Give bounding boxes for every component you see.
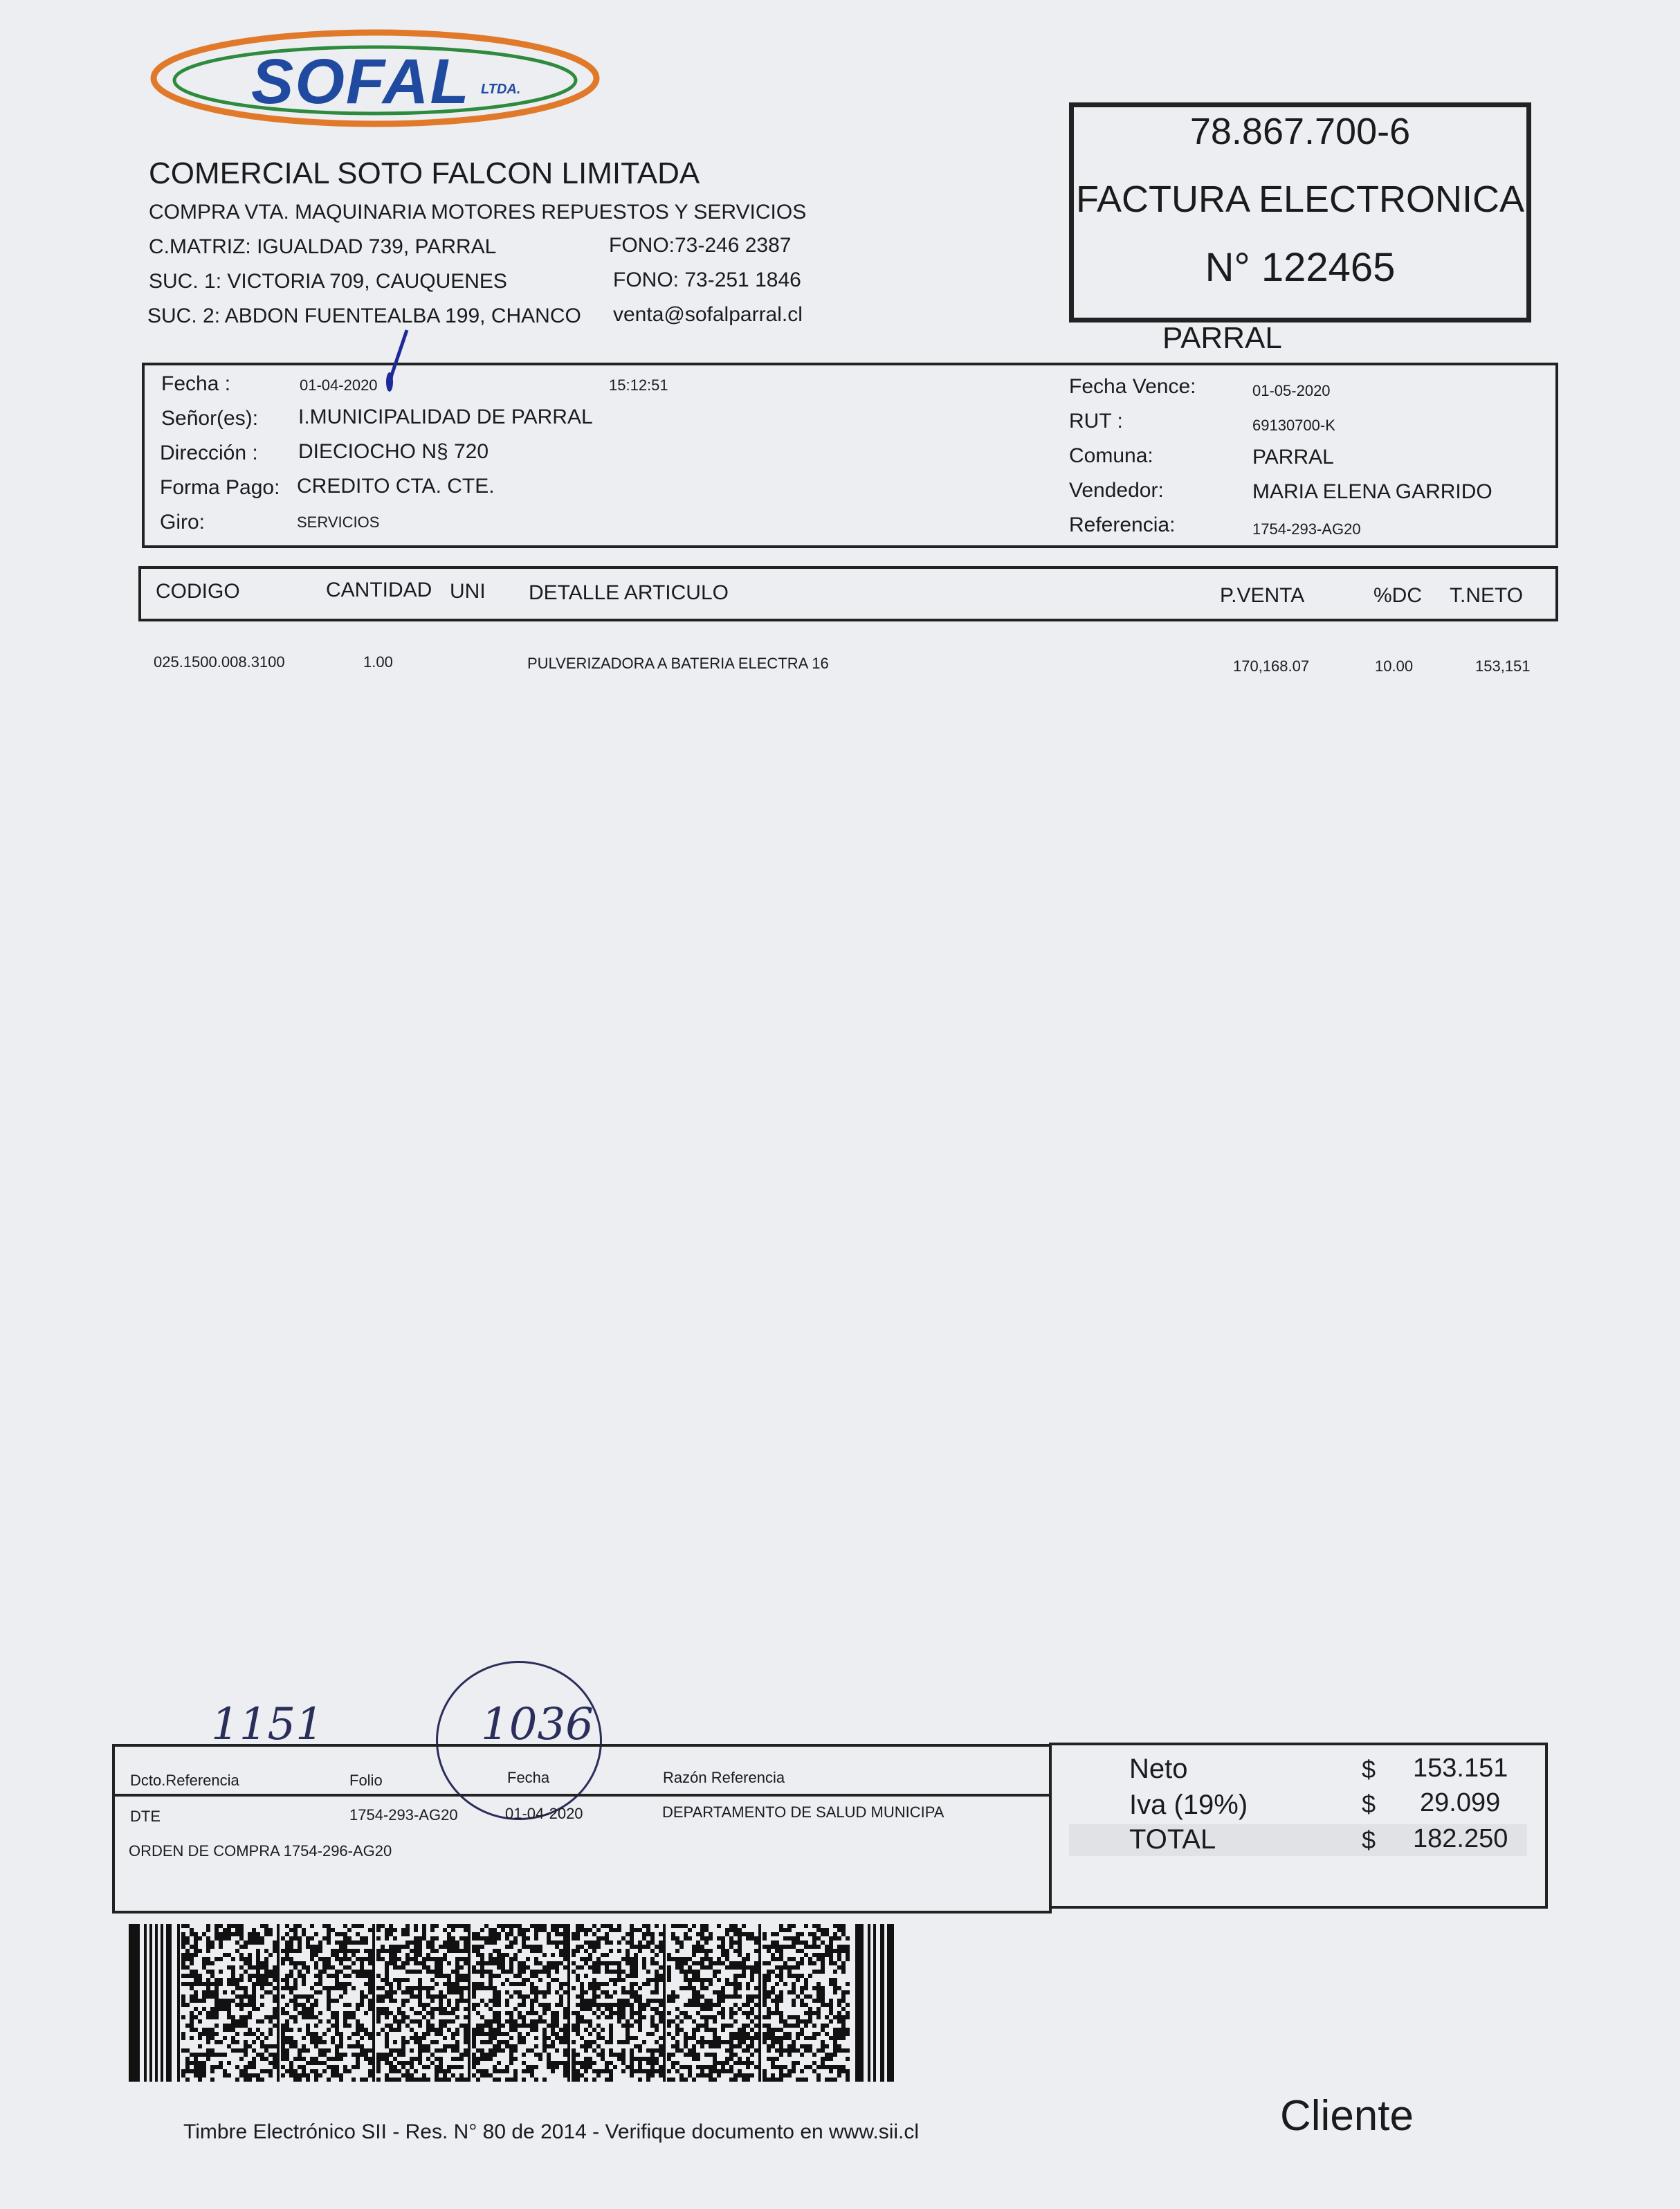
company-email: venta@sofalparral.cl <box>613 303 803 326</box>
item-detalle: PULVERIZADORA A BATERIA ELECTRA 16 <box>527 655 829 672</box>
col-pventa: P.VENTA <box>1220 584 1305 607</box>
company-matriz: C.MATRIZ: IGUALDAD 739, PARRAL <box>149 235 497 258</box>
col-uni: UNI <box>450 580 486 603</box>
company-name: COMERCIAL SOTO FALCON LIMITADA <box>149 156 700 190</box>
document-type-box <box>1069 102 1531 322</box>
ref-header-razon: Razón Referencia <box>663 1769 785 1786</box>
iva-label: Iva (19%) <box>1129 1790 1248 1820</box>
item-cantidad: 1.00 <box>363 653 393 671</box>
company-activity: COMPRA VTA. MAQUINARIA MOTORES REPUESTOS Y SERVICIOS <box>149 201 807 224</box>
item-tneto: 153,151 <box>1475 657 1531 675</box>
col-detalle: DETALLE ARTICULO <box>529 581 729 604</box>
handwritten-note-1: 1151 <box>211 1699 324 1750</box>
references-box <box>112 1744 1052 1913</box>
ref-razon: DEPARTAMENTO DE SALUD MUNICIPA <box>662 1803 944 1821</box>
comuna-value: PARRAL <box>1252 446 1334 469</box>
iva-value: 29.099 <box>1420 1788 1501 1817</box>
giro-label: Giro: <box>160 511 206 534</box>
ref-orden-compra: ORDEN DE COMPRA 1754-296-AG20 <box>129 1842 392 1860</box>
direccion-label: Dirección : <box>160 442 258 464</box>
company-fono-suc1: FONO: 73-251 1846 <box>613 269 801 291</box>
timbre-barcode <box>129 1924 894 2082</box>
sii-office: PARRAL <box>1162 321 1282 355</box>
ref-header-dcto: Dcto.Referencia <box>130 1772 239 1789</box>
company-logo <box>149 26 602 130</box>
client-rut-value: 69130700-K <box>1252 417 1335 434</box>
timbre-text: Timbre Electrónico SII - Res. N° 80 de 2014 - Verifique documento en www.sii.cl <box>183 2120 920 2143</box>
fecha-vence-value: 01-05-2020 <box>1252 382 1331 399</box>
iva-currency: $ <box>1362 1790 1376 1818</box>
referencia-value: 1754-293-AG20 <box>1252 520 1361 538</box>
forma-pago-label: Forma Pago: <box>160 476 280 499</box>
document-number: N° 122465 <box>1205 245 1396 290</box>
fecha-value: 01-04-2020 <box>300 376 378 394</box>
col-cantidad: CANTIDAD <box>326 579 432 601</box>
item-codigo: 025.1500.008.3100 <box>154 653 285 671</box>
references-header-divider <box>112 1794 1052 1797</box>
company-suc2: SUC. 2: ABDON FUENTEALBA 199, CHANCO <box>147 304 581 327</box>
company-suc1: SUC. 1: VICTORIA 709, CAUQUENES <box>149 270 507 293</box>
neto-label: Neto <box>1129 1754 1188 1784</box>
vendedor-value: MARIA ELENA GARRIDO <box>1252 480 1492 503</box>
total-label: TOTAL <box>1129 1824 1216 1855</box>
handwritten-note-2: 1036 <box>481 1699 594 1750</box>
ref-folio: 1754-293-AG20 <box>349 1806 458 1824</box>
copy-label: Cliente <box>1280 2092 1414 2140</box>
client-rut-label: RUT : <box>1069 410 1123 433</box>
forma-pago-value: CREDITO CTA. CTE. <box>297 475 495 498</box>
total-currency: $ <box>1362 1826 1376 1854</box>
senores-label: Señor(es): <box>161 407 259 430</box>
ref-header-fecha: Fecha <box>507 1769 550 1786</box>
company-fono-matriz: FONO:73-246 2387 <box>609 234 792 257</box>
vendedor-label: Vendedor: <box>1069 479 1164 502</box>
document-type: FACTURA ELECTRONICA <box>1075 179 1525 220</box>
check-mark-icon <box>379 327 421 396</box>
ref-header-folio: Folio <box>349 1772 383 1789</box>
col-codigo: CODIGO <box>156 580 240 603</box>
issuer-rut: 78.867.700-6 <box>1189 111 1411 152</box>
referencia-label: Referencia: <box>1069 513 1176 536</box>
logo-text: SOFAL <box>251 46 471 117</box>
item-pventa: 170,168.07 <box>1233 657 1310 675</box>
fecha-vence-label: Fecha Vence: <box>1069 375 1196 398</box>
item-dc: 10.00 <box>1375 657 1414 675</box>
logo-suffix: LTDA. <box>481 82 521 97</box>
ref-fecha: 01-04-2020 <box>505 1805 583 1822</box>
neto-value: 153.151 <box>1413 1754 1508 1783</box>
col-tneto: T.NETO <box>1450 584 1524 607</box>
total-value: 182.250 <box>1413 1824 1508 1853</box>
hora-value: 15:12:51 <box>609 376 668 394</box>
ref-dcto: DTE <box>130 1808 161 1825</box>
fecha-label: Fecha : <box>161 372 231 395</box>
direccion-value: DIECIOCHO N§ 720 <box>298 440 489 463</box>
col-dc: %DC <box>1373 584 1423 607</box>
giro-value: SERVICIOS <box>297 513 380 531</box>
comuna-label: Comuna: <box>1069 444 1153 467</box>
neto-currency: $ <box>1362 1755 1376 1783</box>
senores-value: I.MUNICIPALIDAD DE PARRAL <box>298 406 593 428</box>
